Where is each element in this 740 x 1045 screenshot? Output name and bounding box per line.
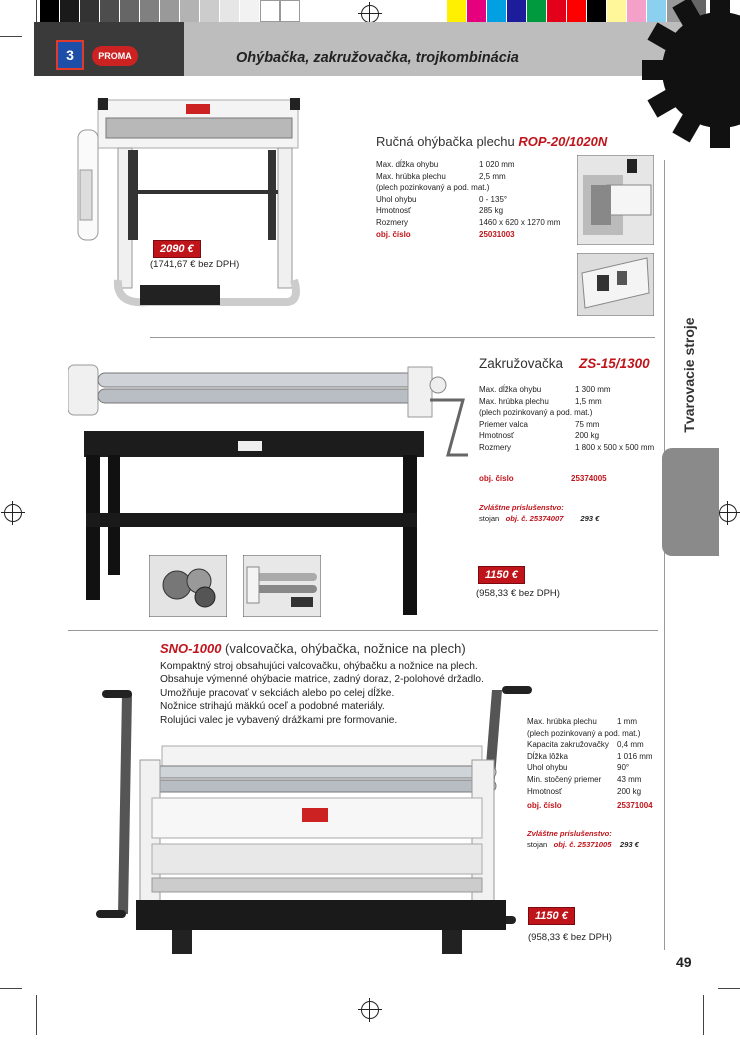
order-number-rop: obj. číslo 25031003 xyxy=(376,230,515,239)
spec-row xyxy=(376,217,560,229)
spec-table-sno xyxy=(527,716,653,797)
description-line: Nožnice strihajú mäkkú oceľ a podobné materiály. xyxy=(160,701,385,713)
proma-logo: PROMA xyxy=(92,46,138,66)
spec-value: 1460 x 620 x 1270 mm xyxy=(479,217,561,227)
color-swatch xyxy=(487,0,507,22)
spec-label: Dĺžka lôžka xyxy=(527,751,568,761)
spec-row xyxy=(479,442,654,454)
order-number-sno: obj. číslo 25371004 xyxy=(527,801,653,810)
color-swatch xyxy=(527,0,547,22)
color-swatch xyxy=(240,0,260,22)
product-title-rop: Ručná ohýbačka plechu ROP-20/1020N xyxy=(376,134,608,149)
section-divider xyxy=(68,630,658,631)
spec-label: Min. stočený priemer xyxy=(527,774,602,784)
crop-mark xyxy=(36,0,37,22)
crop-mark xyxy=(703,995,704,1035)
spec-table-zs xyxy=(479,384,654,454)
color-swatch xyxy=(100,0,120,22)
color-swatch xyxy=(60,0,80,22)
net-price-rop: (1741,67 € bez DPH) xyxy=(150,259,240,270)
registration-mark-top xyxy=(361,5,379,23)
spec-label: Max. dĺžka ohybu xyxy=(479,385,542,394)
description-line: Obsahuje výmenné ohýbacie matrice, zadný doraz, 2-polohové držadlo. xyxy=(160,674,484,686)
color-swatch xyxy=(260,0,280,22)
spec-label: Max. hrúbka plechu xyxy=(479,396,549,406)
product-title-zs: Zakružovačka ZS-15/1300 xyxy=(479,356,650,371)
company-logo: 3 xyxy=(56,40,84,70)
spec-row xyxy=(376,171,560,183)
spec-value: 285 kg xyxy=(479,206,504,216)
spec-row xyxy=(376,194,560,206)
product-title-sno: SNO-1000 (valcovačka, ohýbačka, nožnice na plech) xyxy=(160,641,466,656)
net-price-zs: (958,33 € bez DPH) xyxy=(476,588,560,599)
spec-value: 200 kg xyxy=(575,431,600,441)
spec-label: (plech pozinkovaný a pod. mat.) xyxy=(527,728,641,738)
spec-value: 43 mm xyxy=(617,774,642,784)
spec-value: 1 800 x 500 x 500 mm xyxy=(575,442,655,452)
side-divider xyxy=(664,160,665,950)
price-badge-sno: 1150 € xyxy=(528,907,575,925)
spec-value: 1 020 mm xyxy=(479,160,515,169)
spec-value: 2,5 mm xyxy=(479,171,506,181)
order-number-zs: obj. číslo 25374005 xyxy=(479,474,607,483)
crop-mark xyxy=(0,36,22,37)
spec-value: 90° xyxy=(617,763,630,773)
detail-image-zs-1 xyxy=(149,555,227,617)
spec-label: Max. hrúbka plechu xyxy=(376,171,446,181)
color-swatch xyxy=(507,0,527,22)
color-bar-grayscale xyxy=(40,0,300,22)
detail-image-zs-2 xyxy=(243,555,321,617)
color-swatch xyxy=(120,0,140,22)
color-swatch xyxy=(220,0,240,22)
spec-table-rop xyxy=(376,159,560,229)
registration-mark-right xyxy=(719,504,737,522)
spec-label: Uhol ohybu xyxy=(376,194,417,204)
detail-image-rop-2 xyxy=(577,253,654,316)
side-tab xyxy=(662,448,719,556)
crop-mark xyxy=(36,995,37,1035)
registration-mark-bottom xyxy=(361,1001,379,1019)
side-section-title: Tvarovacie stroje xyxy=(681,317,697,433)
spec-label: (plech pozinkovaný a pod. mat.) xyxy=(479,408,593,418)
color-swatch xyxy=(467,0,487,22)
color-swatch xyxy=(180,0,200,22)
spec-row xyxy=(376,182,560,194)
color-swatch xyxy=(40,0,60,22)
spec-row xyxy=(479,419,654,431)
spec-value: 1 mm xyxy=(617,717,637,726)
color-swatch xyxy=(447,0,467,22)
spec-value: 0 - 135° xyxy=(479,194,508,204)
color-swatch xyxy=(547,0,567,22)
color-swatch xyxy=(80,0,100,22)
spec-row xyxy=(479,407,654,419)
spec-label: Uhol ohybu xyxy=(527,763,568,773)
spec-row xyxy=(479,384,654,396)
accessory-sno: Zvláštne príslušenstvo: stojan obj. č. 25371005 293 € xyxy=(527,829,639,849)
spec-label: Hmotnosť xyxy=(479,431,515,441)
spec-row xyxy=(479,396,654,408)
spec-value: 75 mm xyxy=(575,419,600,429)
product-image-rop xyxy=(68,90,318,315)
accessory-zs: Zvláštne príslušenstvo: stojan obj. č. 25374007 293 € xyxy=(479,503,600,523)
spec-row xyxy=(376,205,560,217)
crop-mark xyxy=(718,988,740,989)
spec-label: Priemer valca xyxy=(479,419,528,429)
spec-row xyxy=(527,762,653,774)
spec-value: 200 kg xyxy=(617,786,642,796)
spec-row xyxy=(527,774,653,786)
detail-image-rop-1 xyxy=(577,155,654,245)
spec-value: 0,4 mm xyxy=(617,740,644,750)
section-divider xyxy=(150,337,655,338)
spec-row xyxy=(527,786,653,798)
spec-row xyxy=(527,728,653,740)
spec-label: Max. hrúbka plechu xyxy=(527,717,597,726)
spec-row xyxy=(479,430,654,442)
page-number: 49 xyxy=(676,954,692,970)
spec-label: Rozmery xyxy=(479,442,512,452)
spec-label: Hmotnosť xyxy=(376,206,412,216)
product-image-sno xyxy=(92,684,532,954)
spec-label: (plech pozinkovaný a pod. mat.) xyxy=(376,183,490,193)
spec-value: 1 300 mm xyxy=(575,385,611,394)
color-swatch xyxy=(280,0,300,22)
crop-mark xyxy=(0,988,22,989)
spec-row xyxy=(527,739,653,751)
page-title: Ohýbačka, zakružovačka, trojkombinácia xyxy=(236,50,519,66)
spec-value: 1,5 mm xyxy=(575,396,602,406)
registration-mark-left xyxy=(4,504,22,522)
price-badge-rop: 2090 € xyxy=(153,240,201,258)
price-badge-zs: 1150 € xyxy=(478,566,525,584)
color-swatch xyxy=(567,0,587,22)
description-line: Rolujúci valec je vybavený drážkami pre formovanie. xyxy=(160,714,398,726)
description-line: Kompaktný stroj obsahujúci valcovačku, ohýbačku a nožnice na plech. xyxy=(160,661,478,672)
color-swatch xyxy=(140,0,160,22)
spec-row xyxy=(527,751,653,763)
spec-label: Hmotnosť xyxy=(527,786,563,796)
net-price-sno: (958,33 € bez DPH) xyxy=(528,932,612,943)
spec-label: Rozmery xyxy=(376,217,409,227)
spec-row xyxy=(376,159,560,171)
gear-icon xyxy=(600,0,740,160)
spec-label: Max. dĺžka ohybu xyxy=(376,160,439,169)
color-swatch xyxy=(160,0,180,22)
spec-value: 1 016 mm xyxy=(617,751,653,761)
spec-label: Kapacita zakružovačky xyxy=(527,740,609,750)
description-line: Umožňuje pracovať v sekciách alebo po celej dĺžke. xyxy=(160,687,395,699)
color-swatch xyxy=(200,0,220,22)
spec-row xyxy=(527,716,653,728)
